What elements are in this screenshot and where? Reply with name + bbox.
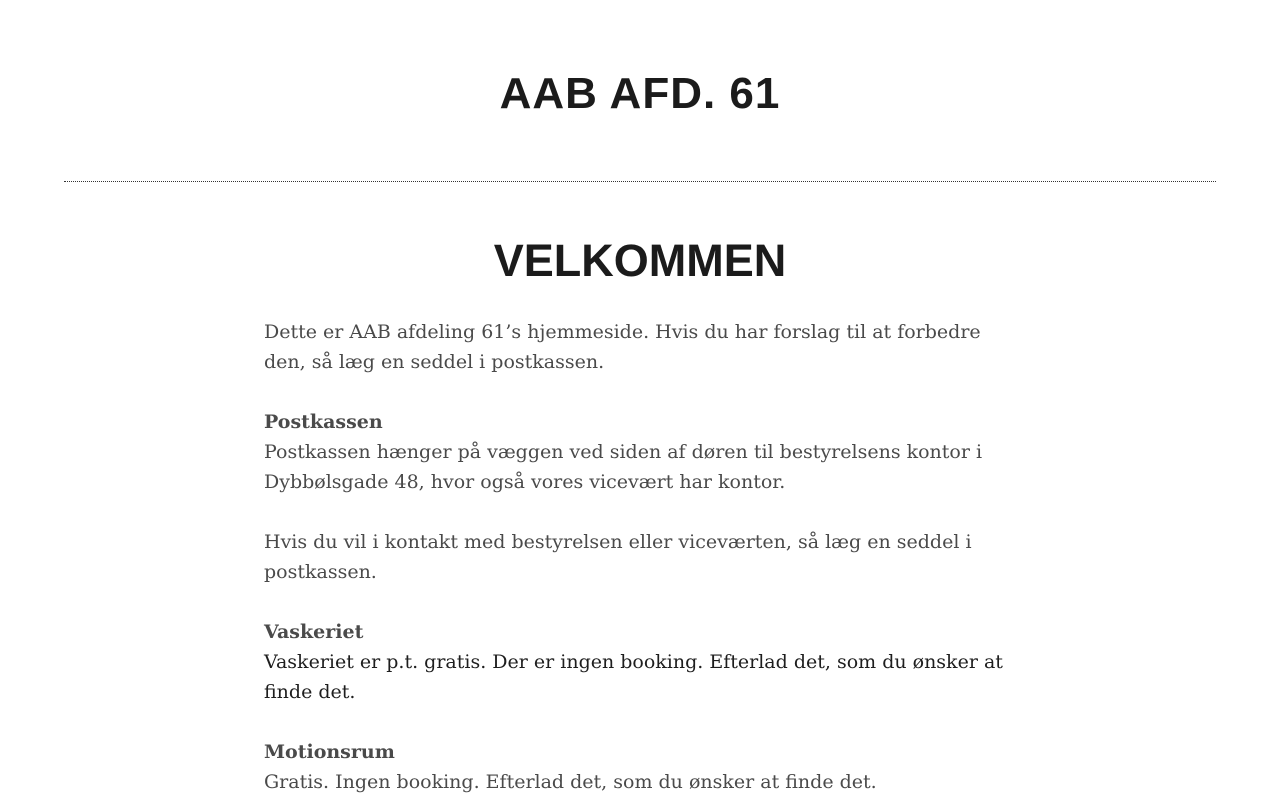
postkassen-section [264,407,1016,497]
header-separator [64,181,1216,182]
site-title[interactable]: AAB AFD. 61 [499,69,781,118]
motionsrum-text: Gratis. Ingen booking. Efterlad det, som du ønsker at finde det. [264,771,877,793]
motionsrum-section [264,737,1016,797]
kontakt-paragraph: Hvis du vil i kontakt med bestyrelsen eller viceværten, så læg en seddel i postkassen. [264,531,972,583]
vaskeriet-section [264,617,1016,707]
intro-paragraph: Dette er AAB afdeling 61’s hjemmeside. Hvis du har forslag til at forbedre den, så læg en seddel i postkassen. [264,321,981,373]
vaskeriet-subhead: Vaskeriet [264,621,364,643]
main-content [0,235,1280,797]
vaskeriet-text: Vaskeriet er p.t. gratis. Der er ingen booking. Efterlad det, som du ønsker at finde det. [264,651,1003,703]
entry-content [264,317,1016,797]
postkassen-subhead: Postkassen [264,411,383,433]
motionsrum-subhead: Motionsrum [264,741,395,763]
page-title: VELKOMMEN [493,235,787,286]
site-header [0,0,1280,116]
postkassen-text: Postkassen hænger på væggen ved siden af døren til bestyrelsens kontor i Dybbølsgade 48, hvor også vores vicevært har kontor. [264,441,983,493]
